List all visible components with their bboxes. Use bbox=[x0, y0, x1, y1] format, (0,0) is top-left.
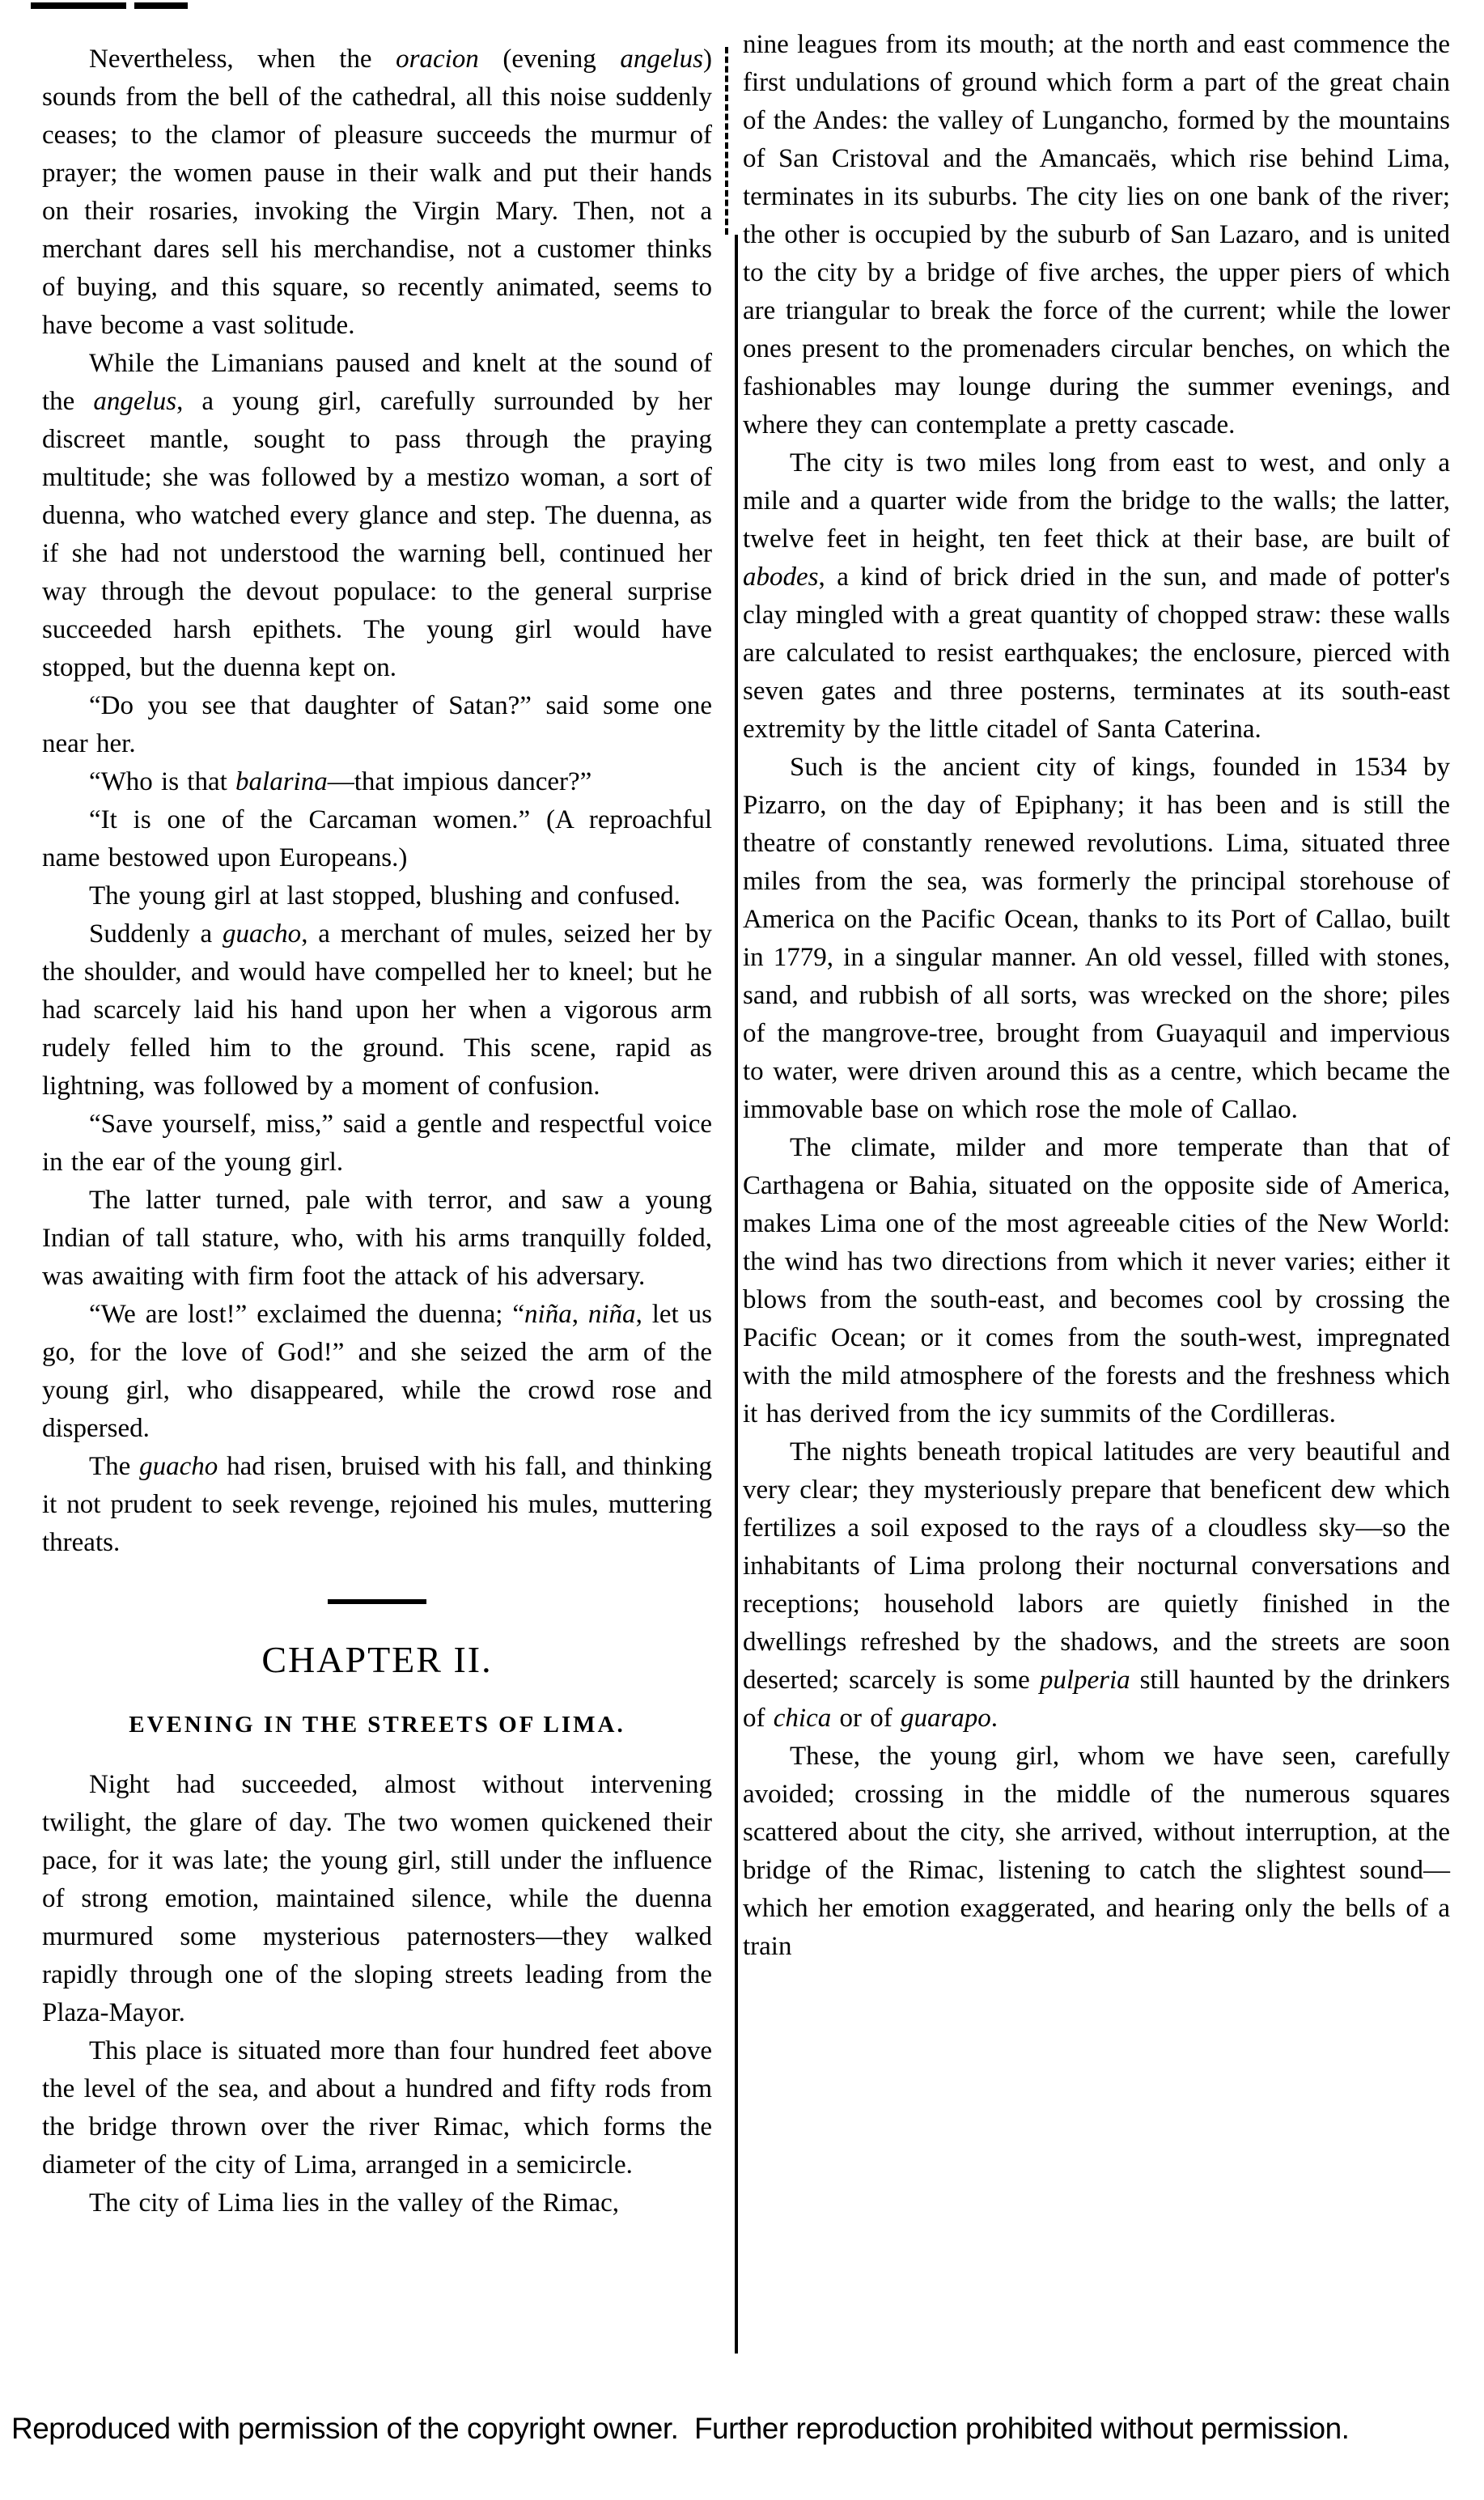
paragraph: The city is two miles long from east to west, and only a mile and a quarter wide from the bridge to the walls; the latter, twelve feet in height, ten feet thick at their base, are built of abodes, a kind of brick dried in the sun, and made of potter's clay mingled with a great quantity of chopped straw: these walls are calculated to resist earthquakes; the enclosure, pierced with seven gates and three posterns, terminates at its south-east extremity by the little citadel of Santa Caterina. bbox=[743, 448, 1450, 744]
paragraph: “Save yourself, miss,” said a gentle and respectful voice in the ear of the young girl. bbox=[42, 1110, 712, 1177]
chapter-heading: CHAPTER II. bbox=[261, 1639, 493, 1680]
copyright-notice: Reproduced with permission of the copyright owner. Further reproduction prohibited without permission. bbox=[11, 2412, 1350, 2445]
column-divider-dashed bbox=[725, 47, 728, 235]
paragraph: “Who is that balarina—that impious dancer?” bbox=[89, 767, 592, 796]
paragraph: This place is situated more than four hundred feet above the level of the sea, and about a hundred and fifty rods from the bridge thrown over the river Rimac, which forms the diameter of the city of Lima, arranged in a semicircle. bbox=[42, 2036, 712, 2180]
paragraph: The climate, milder and more temperate than that of Carthagena or Bahia, situated on the opposite side of America, makes Lima one of the most agreeable cities of the New World: the wind has two directions from which it never varies; either it blows from the south-east, and becomes cool by crossing the Pacific Ocean; or it comes from the south-west, impregnated with the mild atmosphere of the forests and the freshness which it has derived from the icy summits of the Cordilleras. bbox=[743, 1133, 1450, 1428]
chapter-subtitle: EVENING IN THE STREETS OF LIMA. bbox=[129, 1712, 625, 1738]
paragraph: nine leagues from its mouth; at the north and east commence the first undulations of ground which form a part of the great chain of the Andes: the valley of Lungancho, formed by the mountains of San Cristoval and the Amancaës, which rise behind Lima, terminates in its suburbs. The city lies on one bank of the river; the other is occupied by the suburb of San Lazaro, and is united to the city by a bridge of five arches, the upper piers of which are triangular to break the force of the current; while the lower ones present to the promenaders circular benches, on which the fashionables may lounge during the summer evenings, and where they can contemplate a pretty cascade. bbox=[743, 30, 1450, 439]
paragraph: These, the young girl, whom we have seen, carefully avoided; crossing in the middle of the numerous squares scattered about the city, she arrived, without interruption, at the bridge of the Rimac, listening to catch the slightest sound—which her emotion exaggerated, and hearing only the bells of a train bbox=[743, 1742, 1450, 1961]
paragraph: Such is the ancient city of kings, founded in 1534 by Pizarro, on the day of Epiphany; it has been and is still the theatre of constantly renewed revolutions. Lima, situated three miles from the sea, was formerly the principal storehouse of America on the Pacific Ocean, thanks to its Port of Callao, built in 1779, in a singular manner. An old vessel, filled with stones, sand, and rubbish of all sorts, was wrecked on the shore; piles of the mangrove-tree, brought from Guayaquil and impervious to water, were driven around this as a centre, which became the immovable base on which rose the mole of Callao. bbox=[743, 753, 1450, 1124]
paragraph: The city of Lima lies in the valley of the Rimac, bbox=[89, 2188, 620, 2218]
section-divider-rule bbox=[328, 1599, 426, 1604]
scan-artifact-mark bbox=[31, 2, 126, 9]
paragraph: The guacho had risen, bruised with his fall, and thinking it not prudent to seek revenge, rejoined his mules, muttering threats. bbox=[42, 1452, 712, 1557]
paragraph: While the Limanians paused and knelt at the sound of the angelus, a young girl, carefully surrounded by her discreet mantle, sought to pass through the praying multitude; she was followed by a mestizo woman, a sort of duenna, who watched every glance and step. The duenna, as if she had not understood the warning bell, continued her way through the devout populace: to the general surprise succeeded harsh epithets. The young girl would have stopped, but the duenna kept on. bbox=[42, 349, 712, 682]
paragraph: “Do you see that daughter of Satan?” said some one near her. bbox=[42, 691, 712, 758]
scan-artifact-mark bbox=[134, 2, 188, 9]
paragraph: “It is one of the Carcaman women.” (A reproachful name bestowed upon Europeans.) bbox=[42, 805, 712, 872]
column-divider bbox=[735, 235, 738, 2354]
paragraph: The latter turned, pale with terror, and saw a young Indian of tall stature, who, with his arms tranquilly folded, was awaiting with firm foot the attack of his adversary. bbox=[42, 1186, 712, 1291]
paragraph: The young girl at last stopped, blushing and confused. bbox=[89, 881, 681, 910]
paragraph: Night had succeeded, almost without intervening twilight, the glare of day. The two women quickened their pace, for it was late; the young girl, still under the influence of strong emotion, maintained silence, while the duenna murmured some mysterious paternosters—they walked rapidly through one of the sloping streets leading from the Plaza-Mayor. bbox=[42, 1770, 712, 2027]
paragraph: “We are lost!” exclaimed the duenna; “niña, niña, let us go, for the love of God!” and she seized the arm of the young girl, who disappeared, while the crowd rose and dispersed. bbox=[42, 1300, 713, 1443]
paragraph: Suddenly a guacho, a merchant of mules, seized her by the shoulder, and would have compelled her to kneel; but he had scarcely laid his hand upon her when a vigorous arm rudely felled him to the ground. This scene, rapid as lightning, was followed by a moment of confusion. bbox=[42, 919, 712, 1101]
right-column bbox=[743, 26, 1450, 1966]
paragraph: The nights beneath tropical latitudes are very beautiful and very clear; they mysteriously prepare that beneficent dew which fertilizes a soil exposed to the rays of a cloudless sky—so the inhabitants of Lima prolong their nocturnal conversations and receptions; household labors are quietly finished in the dwellings refreshed by the shadows, and the streets are soon deserted; scarcely is some pulperia still haunted by the drinkers of chica or of guarapo. bbox=[743, 1437, 1450, 1733]
paragraph: Nevertheless, when the oracion (evening angelus) sounds from the bell of the cathedral, all this noise suddenly ceases; to the clamor of pleasure succeeds the murmur of prayer; the women pause in their walk and put their hands on their rosaries, invoking the Virgin Mary. Then, not a merchant dares sell his merchandise, not a customer thinks of buying, and this square, so recently animated, seems to have become a vast solitude. bbox=[42, 45, 712, 340]
left-column bbox=[42, 40, 712, 2222]
